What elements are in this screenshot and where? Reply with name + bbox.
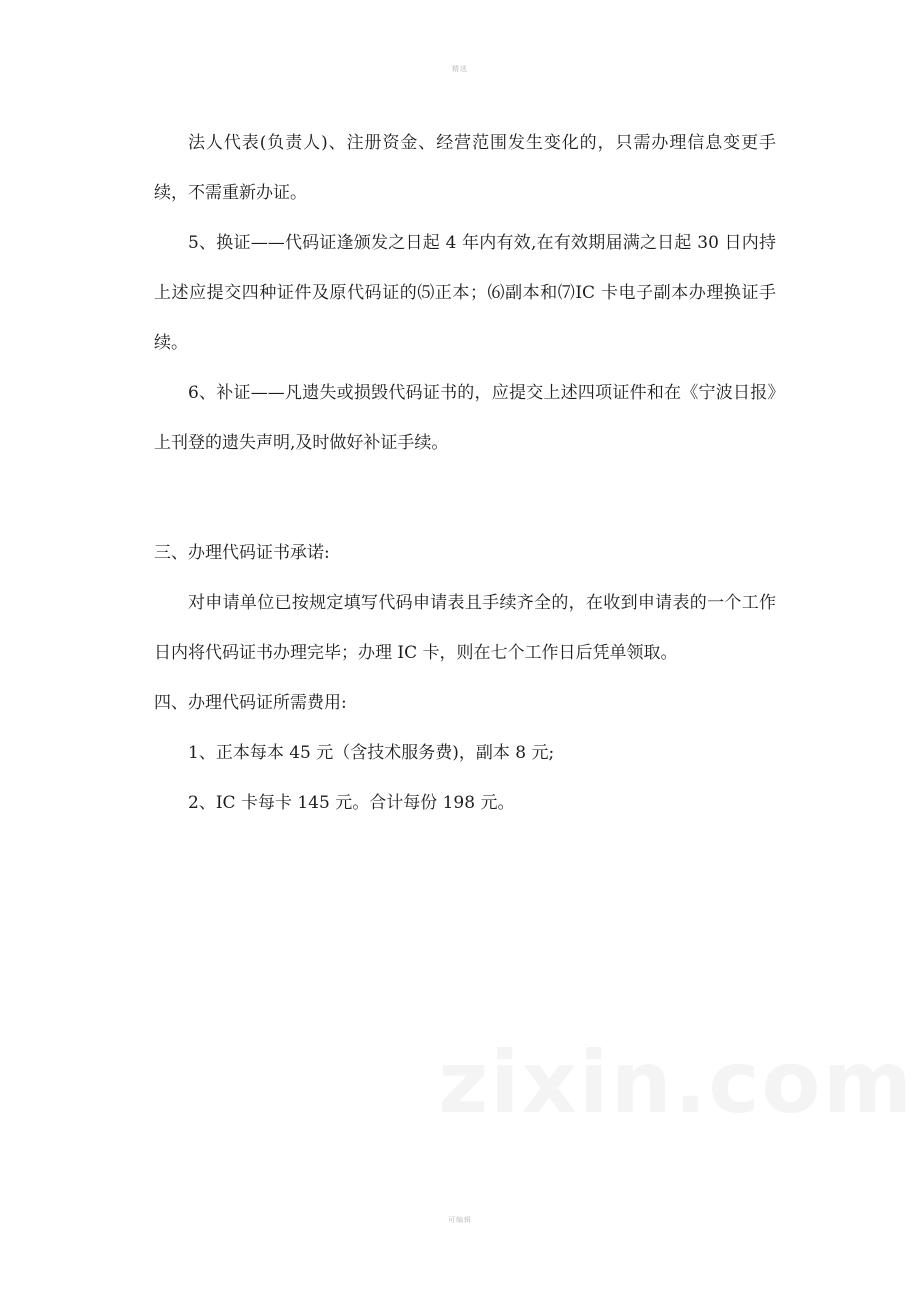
fee-item-original: 1、正本每本 45 元（含技术服务费)，副本 8 元; (188, 743, 555, 763)
section-4-heading: 四、办理代码证所需费用: (154, 693, 347, 713)
section-spacer (154, 468, 776, 528)
watermark-text (438, 1033, 920, 1133)
section-3-heading: 三、办理代码证书承诺: (154, 543, 330, 563)
paragraph-renewal: 5、换证——代码证逢颁发之日起 4 年内有效,在有效期届满之日起 30 日内持上述应提交四种证件及原代码证的⑸正本；⑹副本和⑺IC 卡电子副本办理换证手续。 (154, 233, 776, 353)
paragraph-replacement: 6、补证——凡遗失或损毁代码证书的，应提交上述四项证件和在《宁波日报》上刊登的遗失声明,及时做好补证手续。 (154, 383, 776, 453)
document-body (154, 118, 776, 828)
page-header-mark: 精选 (452, 65, 468, 73)
section-3-body: 对申请单位已按规定填写代码申请表且手续齐全的，在收到申请表的一个工作日内将代码证书办理完毕；办理 IC 卡，则在七个工作日后凭单领取。 (154, 593, 776, 663)
fee-item-ic-card: 2、IC 卡每卡 145 元。合计每份 198 元。 (188, 793, 515, 813)
paragraph-change-info: 法人代表(负责人)、注册资金、经营范围发生变化的，只需办理信息变更手续，不需重新办证。 (154, 133, 776, 203)
page-footer-mark: 可编辑 (448, 1216, 472, 1224)
